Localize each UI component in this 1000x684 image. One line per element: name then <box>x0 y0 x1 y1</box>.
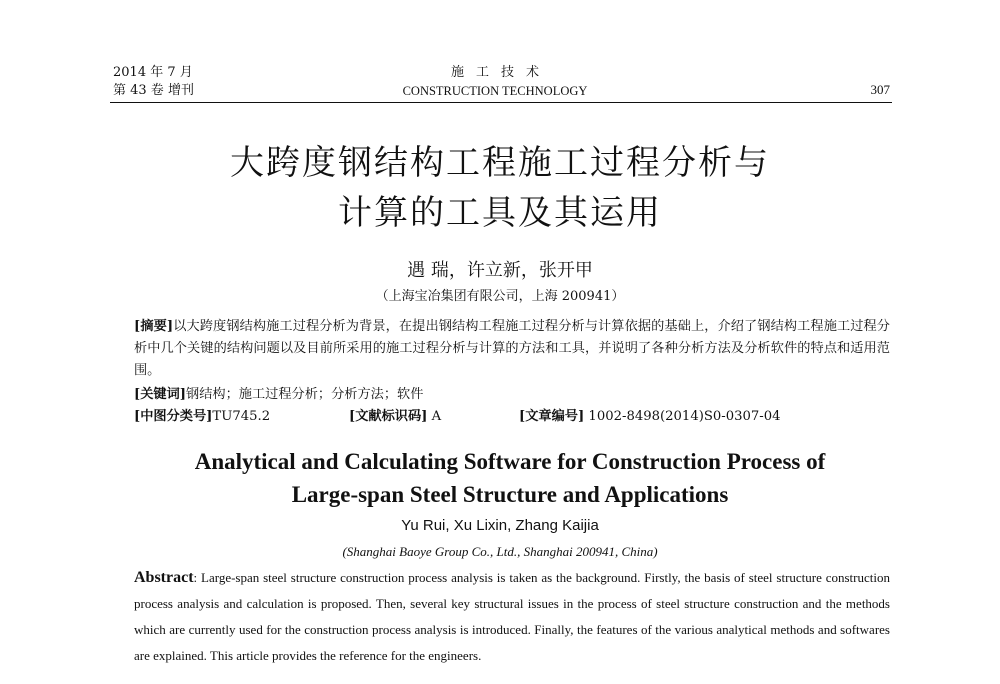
running-header-left <box>113 64 194 100</box>
journal-name-en: CONSTRUCTION TECHNOLOGY <box>402 84 588 98</box>
authors-cn: 遇 瑞，许立新，张开甲 <box>407 260 593 281</box>
article-number-value: 1002-8498(2014)S0-0307-04 <box>584 409 781 424</box>
issue-volume: 第 43 卷 增刊 <box>113 83 194 98</box>
clc-label: [中图分类号] <box>134 409 213 424</box>
abstract-cn <box>134 316 890 382</box>
page-number: 307 <box>870 82 890 97</box>
affiliation-cn: （上海宝冶集团有限公司，上海 200941） <box>375 289 625 304</box>
abstract-en <box>134 565 890 669</box>
running-header-center <box>330 64 660 100</box>
title-en-line-1: Analytical and Calculating Software for Construction Process of <box>194 449 826 474</box>
abstract-cn-label: [摘要] <box>134 319 174 334</box>
title-cn-line-2: 计算的工具及其运用 <box>338 193 662 233</box>
article-number-label: [文章编号] <box>519 409 585 424</box>
document-code <box>349 406 441 428</box>
abstract-cn-text: 以大跨度钢结构施工过程分析为背景，在提出钢结构工程施工过程分析与计算依据的基础上，介绍了钢结构工程施工过程分析中几个关键的结构问题以及目前所采用的施工过程分析与计算的方法和工具，并说明了各种分析方法及分析软件的特点和适用范围。 <box>134 319 890 378</box>
clc-value: TU745.2 <box>212 409 271 424</box>
journal-name-cn: 施工技术 <box>450 65 551 80</box>
issue-date: 2014 年 7 月 <box>113 65 193 80</box>
title-cn <box>150 138 850 238</box>
keywords-cn-label: [关键词] <box>134 387 187 402</box>
keywords-cn <box>134 384 423 406</box>
title-en-line-2: Large-span Steel Structure and Applications <box>291 482 729 507</box>
article-number <box>519 406 781 428</box>
clc-number <box>134 406 270 428</box>
affiliation-en: (Shanghai Baoye Group Co., Ltd., Shanghai 200941, China) <box>342 544 658 559</box>
title-cn-line-1: 大跨度钢结构工程施工过程分析与 <box>230 143 770 183</box>
document-code-value: A <box>427 409 442 424</box>
header-rule <box>110 102 892 103</box>
keywords-cn-text: 钢结构；施工过程分析；分析方法；软件 <box>186 387 424 402</box>
title-en <box>120 445 900 511</box>
abstract-en-text: : Large-span steel structure construction process analysis is taken as the background. Firstly, the basis of steel structure construction process analysis and calculation is proposed. Then, several key structural issues in the process of steel structure construction and the methods which are currently used for the construction process analysis is introduced. Finally, the features of the various analytical methods and softwares are explained. This article provides the reference for the engineers. <box>134 570 890 663</box>
document-code-label: [文献标识码] <box>349 409 428 424</box>
abstract-en-label: Abstract <box>134 569 194 586</box>
authors-en: Yu Rui, Xu Lixin, Zhang Kaijia <box>401 517 599 534</box>
